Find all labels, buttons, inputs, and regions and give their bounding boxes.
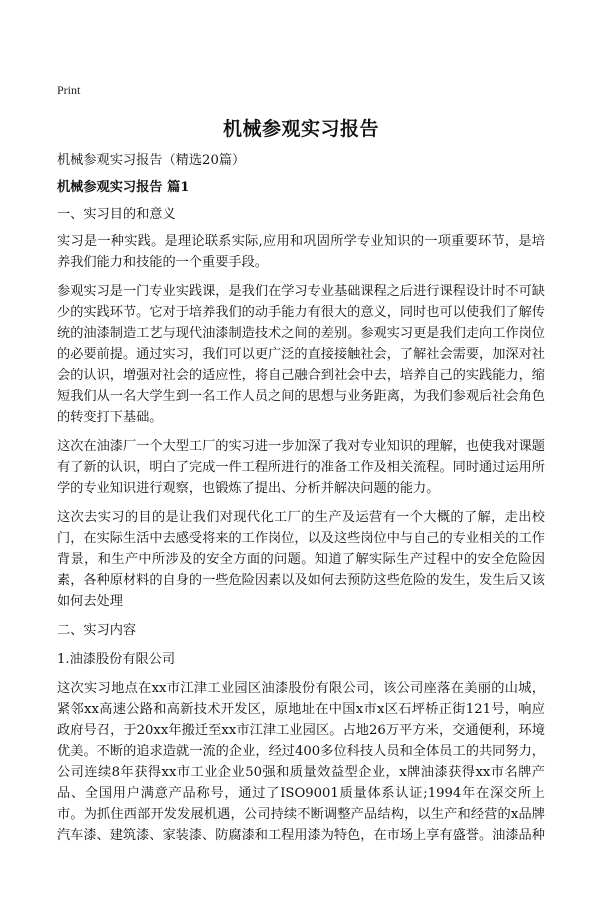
paragraph: 参观实习是一门专业实践课，是我们在学习专业基础课程之后进行课程设计时不可缺少的实践环节。它对于培养我们的动手能力有很大的意义，同时也可以使我们了解传统的油漆制造工艺与现代油漆制造技术之间的差别。参观实习更是我们走向工作岗位的必要前提。通过实习，我们可以更广泛的直接接触社会，了解社会需要，加深对社会的认识，增强对社会的适应性，将自己融合到社会中去，培养自己的实践能力，缩短我们从一名大学生到一名工作人员之间的思想与业务距离，为我们参观后社会角色的转变打下基础。 <box>57 284 545 425</box>
heading-content: 二、实习内容 <box>57 623 137 638</box>
paragraph: 实习是一种实践。是理论联系实际,应用和巩固所学专业知识的一项重要环节，是培养我们能力和技能的一个重要手段。 <box>57 234 545 270</box>
print-link[interactable]: Print <box>57 83 81 97</box>
section-title: 机械参观实习报告 篇1 <box>57 180 190 195</box>
heading-purpose: 一、实习目的和意义 <box>57 207 176 222</box>
heading-company: 1.油漆股份有限公司 <box>57 652 176 667</box>
paragraph: 这次在油漆厂一个大型工厂的实习进一步加深了我对专业知识的理解，也使我对课题有了新的认识，明白了完成一件工程所进行的准备工作及相关流程。同时通过运用所学的专业知识进行观察，也锻炼了提出、分析并解决问题的能力。 <box>57 439 545 496</box>
document-title: 机械参观实习报告 <box>222 118 379 140</box>
paragraph: 这次去实习的目的是让我们对现代化工厂的生产及运营有一个大概的了解，走出校门，在实际生活中去感受将来的工作岗位，以及这些岗位中与自己的专业相关的工作背景，和生产中所涉及的安全方面的问题。知道了解实际生产过程中的安全危险因素，各种原材料的自身的一些危险因素以及如何去预防这些危险的发生，发生后又该如何去处理 <box>57 510 545 609</box>
document-subtitle: 机械参观实习报告（精选20篇） <box>57 153 246 168</box>
paragraph: 这次实习地点在xx市江津工业园区油漆股份有限公司，该公司座落在美丽的山城，紧邻xx高速公路和高新技术开发区，原地址在中国x市x区石坪桥正街121号，响应政府号召，于20xx年搬迁至xx市江津工业园区。占地26万平方米，交通便利，环境优美。不断的追求造就一流的企业，经过400多位科技人员和全体员工的共同努力，公司连续8年获得xx市工业企业50强和质量效益型企业，x牌油漆获得xx市名牌产品、全国用户满意产品称号，通过了ISO9001质量体系认证;1994年在深交所上市。为抓住西部开发发展机遇，公司持续不断调整产品结构，以生产和经营的x品牌汽车漆、建筑漆、家装漆、防腐漆和工程用漆为特色，在市场上享有盛誉。油漆品种 <box>57 681 545 843</box>
